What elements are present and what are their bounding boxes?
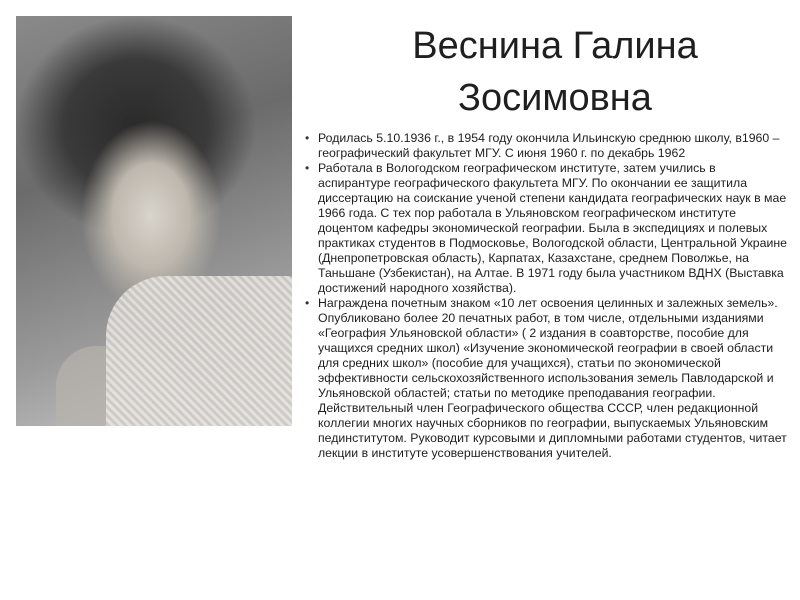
title-line-2: Зосимовна [458, 77, 652, 119]
biography-paragraph-1: • Родилась 5.10.1936 г., в 1954 году окончила Ильинскую среднюю школу, в1960 – географический факультет МГУ. С июня 1960 г. по декабрь 1962 [318, 131, 788, 161]
photo-collar-shape [106, 276, 292, 426]
biography-paragraph-3: • Награждена почетным знаком «10 лет освоения целинных и залежных земель». Опубликовано более 20 печатных работ, в том числе, отдельными изданиями «География Ульяновской области» ( 2 издания в соавторстве, пособие для учащихся средних школ) «Изучение экономической географии в своей области для средних школ» (пособие для учащихся), статьи по экономической эффективности сельскохозяйственного использования земель Павлодарской и Ульяновской областей; статьи по методике преподавания географии. [318, 296, 788, 401]
portrait-photo [16, 16, 292, 426]
page-title [330, 20, 780, 124]
title-line-1: Веснина Галина [412, 25, 698, 67]
biography-list [318, 131, 788, 461]
biography-paragraph-4: Действительный член Географического общества СССР, член редакционной коллегии многих научных сборников по географии, выпускаемых Ульяновским пединститутом. Руководит курсовыми и дипломными работами студентов, читает лекции в институте усовершенствования учителей. [318, 401, 787, 460]
biography-paragraph-2: • Работала в Вологодском географическом институте, затем учились в аспирантуре географического факультета МГУ. По окончании ее защитила диссертацию на соискание ученой степени кандидата географических наук в мае 1966 года. С тех пор работала в Ульяновском географическом институте доцентом кафедры экономической географии. Была в экспедициях и полевых практиках студентов в Подмосковье, Вологодской области, Центральной Украине (Днепропетровская область), Карпатах, Казахстане, среднем Поволжье, на Таньшане (Узбекистан), на Алтае. В 1971 году была участником ВДНХ (Выставка достижений народного хозяйства). [318, 161, 788, 296]
